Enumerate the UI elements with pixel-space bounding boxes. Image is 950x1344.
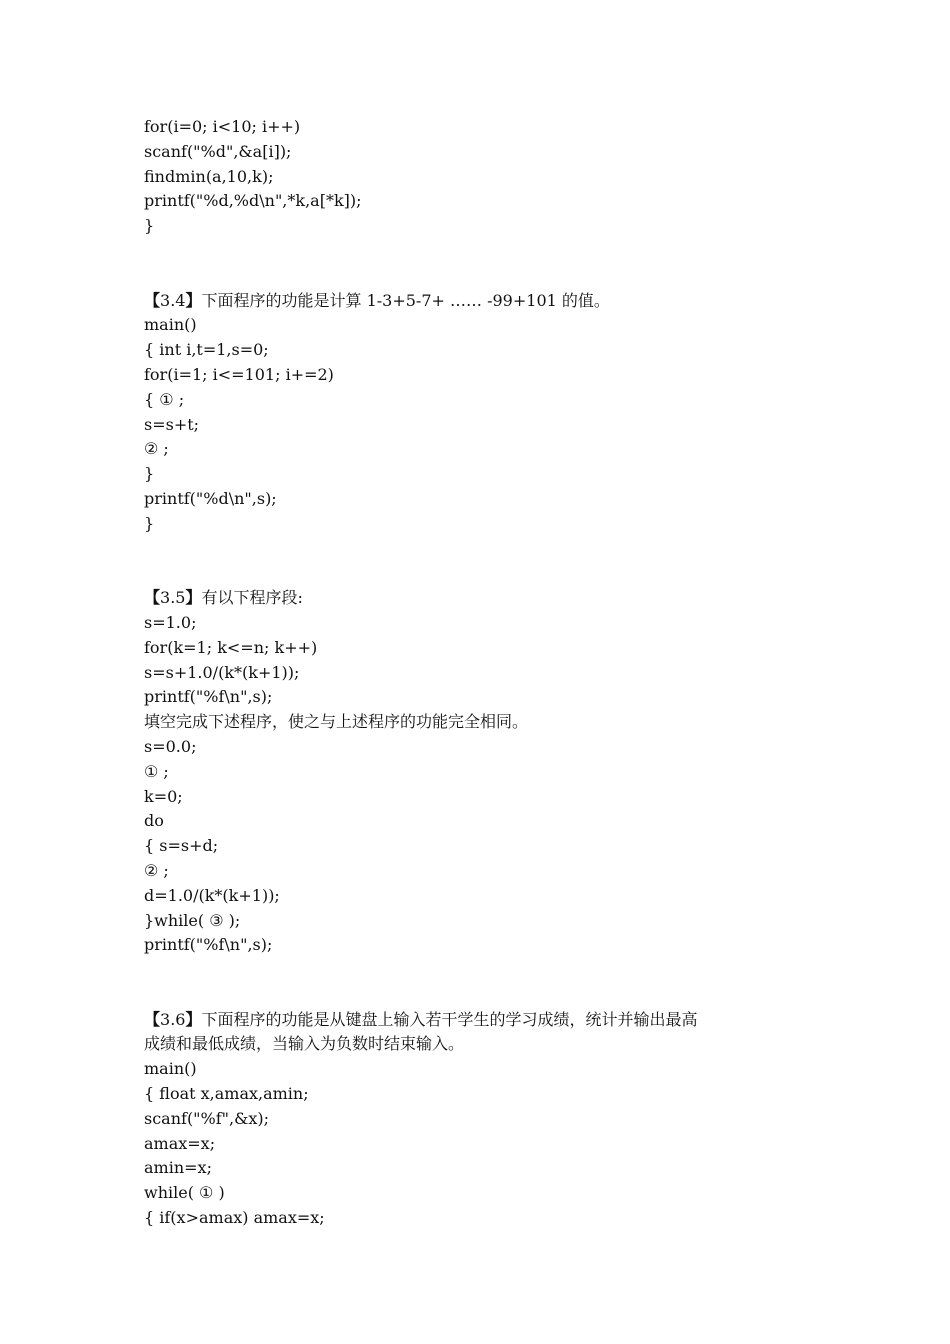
- question-3-5: [144, 586, 844, 958]
- question-heading: [144, 586, 844, 611]
- section-gap: [144, 958, 844, 1008]
- code-line: for(i=1; i<=101; i+=2): [144, 364, 334, 384]
- question-text: 有以下程序段:: [201, 588, 303, 608]
- question-3-4: [144, 289, 844, 537]
- code-line: }: [144, 513, 155, 533]
- code-line: while( ① ): [144, 1183, 225, 1203]
- code-line: scanf("%f",&x);: [144, 1108, 270, 1128]
- code-line: s=0.0;: [144, 736, 197, 756]
- code-line: printf("%d,%d\n",*k,a[*k]);: [144, 191, 362, 211]
- code-line: s=s+t;: [144, 414, 200, 434]
- code-line: ① ;: [144, 761, 169, 781]
- document-page: [144, 115, 844, 1231]
- code-line: { if(x>amax) amax=x;: [144, 1208, 325, 1228]
- code-line: do: [144, 811, 164, 831]
- question-text-continued: 成绩和最低成绩，当输入为负数时结束输入。: [144, 1034, 465, 1054]
- instruction-line: 填空完成下述程序，使之与上述程序的功能完全相同。: [144, 712, 529, 732]
- question-heading: [144, 1008, 844, 1033]
- code-line: { s=s+d;: [144, 836, 219, 856]
- code-line: }while( ③ );: [144, 910, 241, 930]
- code-line: s=s+1.0/(k*(k+1));: [144, 662, 300, 682]
- code-line: amin=x;: [144, 1158, 212, 1178]
- code-line: { ① ;: [144, 389, 185, 409]
- code-line: printf("%d\n",s);: [144, 488, 277, 508]
- code-line: amax=x;: [144, 1133, 216, 1153]
- code-line: }: [144, 216, 155, 236]
- code-line: for(k=1; k<=n; k++): [144, 637, 318, 657]
- bracket-open: 【: [144, 588, 161, 608]
- code-line: s=1.0;: [144, 612, 197, 632]
- code-line: printf("%f\n",s);: [144, 935, 273, 955]
- code-line: scanf("%d",&a[i]);: [144, 141, 292, 161]
- question-number: 3.4: [160, 290, 186, 310]
- code-line: findmin(a,10,k);: [144, 166, 274, 186]
- bracket-close: 】: [185, 588, 202, 608]
- bracket-close: 】: [185, 1009, 202, 1029]
- question-number: 3.6: [160, 1009, 186, 1029]
- code-line: main(): [144, 315, 197, 335]
- code-line: ② ;: [144, 439, 169, 459]
- code-block-top: [144, 115, 844, 239]
- question-number: 3.5: [160, 588, 186, 608]
- question-text: 下面程序的功能是从键盘上输入若干学生的学习成绩，统计并输出最高: [201, 1009, 698, 1029]
- bracket-open: 【: [144, 290, 161, 310]
- code-line: printf("%f\n",s);: [144, 687, 273, 707]
- bracket-open: 【: [144, 1009, 161, 1029]
- code-line: { int i,t=1,s=0;: [144, 340, 269, 360]
- question-3-6: [144, 1008, 844, 1231]
- code-line: ② ;: [144, 860, 169, 880]
- section-gap: [144, 537, 844, 587]
- code-line: { float x,amax,amin;: [144, 1084, 309, 1104]
- code-line: main(): [144, 1059, 197, 1079]
- code-line: }: [144, 464, 155, 484]
- code-line: d=1.0/(k*(k+1));: [144, 885, 280, 905]
- question-text: 下面程序的功能是计算 1-3+5-7+ …… -99+101 的值。: [201, 290, 610, 310]
- section-gap: [144, 239, 844, 289]
- bracket-close: 】: [185, 290, 202, 310]
- question-heading: [144, 289, 844, 314]
- code-line: k=0;: [144, 786, 183, 806]
- code-line: for(i=0; i<10; i++): [144, 117, 301, 136]
